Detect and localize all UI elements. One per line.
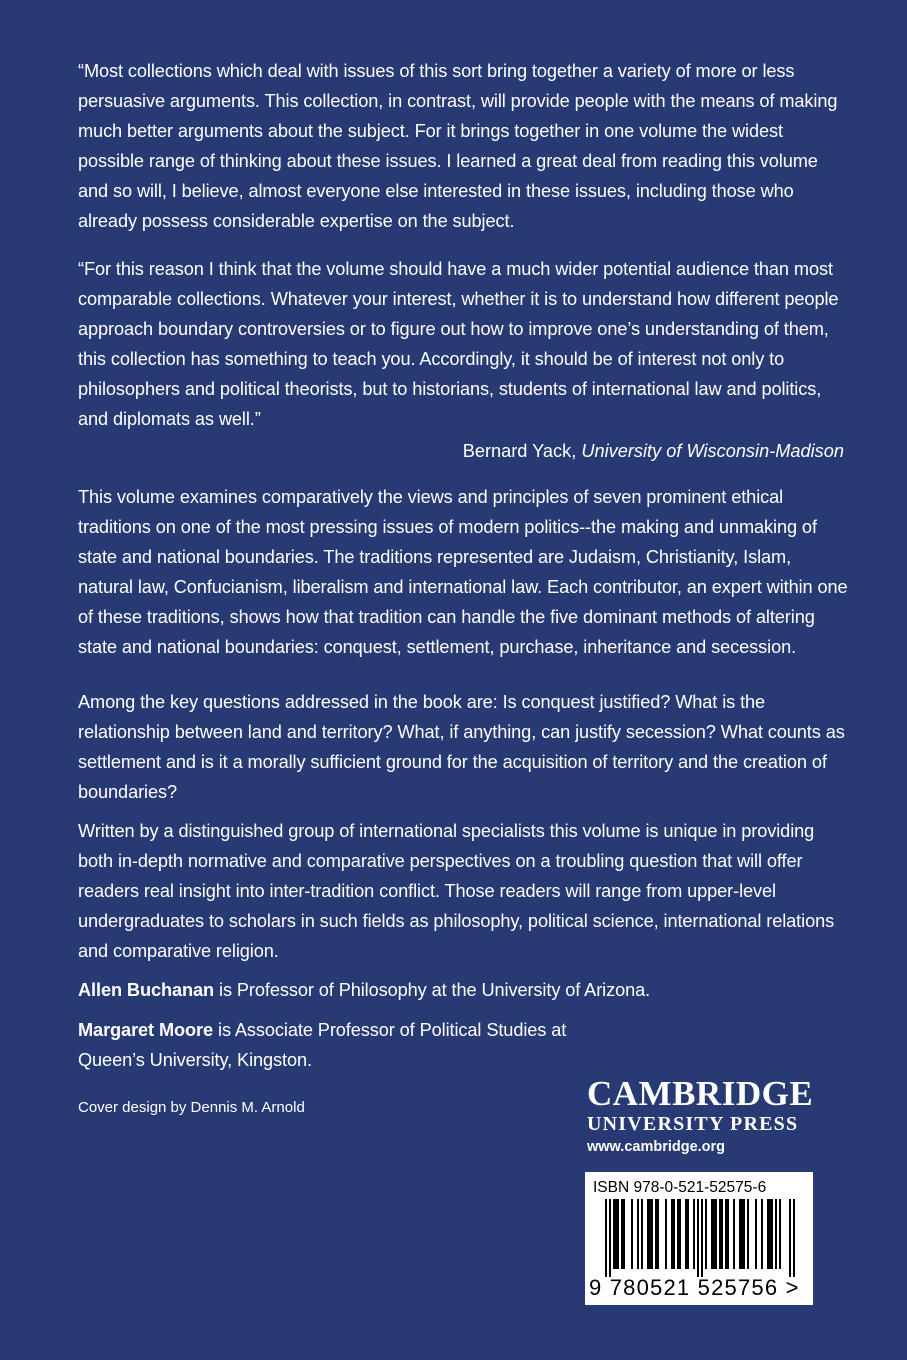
- barcode-bar: [747, 1199, 749, 1269]
- barcode-bar: [655, 1199, 657, 1269]
- attribution-institution: University of Wisconsin-Madison: [581, 441, 844, 461]
- barcode-bar: [649, 1199, 651, 1269]
- barcode-bar: [711, 1199, 713, 1269]
- barcode-bar: [741, 1199, 743, 1269]
- isbn-label: ISBN 978-0-521-52575-6: [593, 1179, 767, 1196]
- barcode-bar: [725, 1199, 727, 1269]
- barcode-bar: [687, 1199, 689, 1269]
- publisher-url[interactable]: www.cambridge.org: [587, 1139, 726, 1155]
- review-quote-paragraph-2: “For this reason I think that the volume should have a much wider potential audience than most comparable collections. Whatever your interest, whether it is to understand how different people approach boundary controversies or to figure out how to improve one’s understanding of them, this collection has something to teach you. Accordingly, it should be of interest not only to philosophers and political theorists, but to historians, students of international law and politics, and diplomats as well.”: [78, 259, 839, 429]
- barcode-bar: [739, 1199, 741, 1269]
- barcode-bar: [657, 1199, 659, 1269]
- editor-name-2: Margaret Moore: [78, 1020, 214, 1040]
- barcode-bar: [713, 1199, 715, 1269]
- barcode-bar: [733, 1199, 735, 1269]
- cover-design-credit: Cover design by Dennis M. Arnold: [78, 1099, 305, 1116]
- editor-description-2: is Associate Professor of Political Studies at Queen’s University, Kingston.: [78, 1020, 567, 1070]
- barcode-bar: [609, 1199, 611, 1277]
- barcode-bar: [605, 1199, 607, 1277]
- barcode-bar: [637, 1199, 639, 1269]
- barcode-bar: [693, 1199, 695, 1269]
- barcode-bar: [697, 1199, 699, 1277]
- publisher-logo: [587, 1075, 827, 1155]
- barcode-bar: [679, 1199, 681, 1269]
- barcode-bar: [613, 1199, 615, 1269]
- barcode-bar: [721, 1199, 723, 1269]
- barcode-bar: [761, 1199, 763, 1269]
- description-paragraph-3: Written by a distinguished group of international specialists this volume is unique in providing both in-depth normative and comparative perspectives on a troubling question that will offer readers real insight into inter-tradition conflict. Those readers will range from upper-level undergraduates to scholars in such fields as philosophy, political science, international relations and comparative religion.: [78, 821, 835, 961]
- barcode-bar: [705, 1199, 707, 1269]
- barcode-bar: [615, 1199, 617, 1269]
- editor-description-1: is Professor of Philosophy at the University of Arizona.: [214, 980, 651, 1000]
- barcode-bar: [775, 1199, 777, 1269]
- description-paragraph-2: Among the key questions addressed in the book are: Is conquest justified? What is the relationship between land and territory? What, if anything, can justify secession? What counts as settlement and is it a morally sufficient ground for the acquisition of territory and the creation of boundaries?: [78, 692, 845, 802]
- barcode-bar: [673, 1199, 675, 1269]
- barcode-bar: [715, 1199, 717, 1269]
- barcode-bar: [793, 1199, 795, 1277]
- editor-bio-2: [78, 1015, 598, 1075]
- barcode-bar: [665, 1199, 667, 1269]
- barcode-bar: [631, 1199, 633, 1269]
- attribution-name: Bernard Yack,: [462, 441, 577, 461]
- isbn-digits: 9 780521 525756 >: [589, 1275, 800, 1300]
- publisher-subtitle: UNIVERSITY PRESS: [587, 1113, 799, 1135]
- isbn-barcode-box: [585, 1172, 813, 1305]
- barcode-bar: [769, 1199, 771, 1269]
- barcode-bar: [671, 1199, 673, 1269]
- barcode-bar: [677, 1199, 679, 1269]
- barcode-bar: [743, 1199, 745, 1269]
- editor-name-1: Allen Buchanan: [78, 980, 215, 1000]
- barcode-bar: [767, 1199, 769, 1269]
- barcode-bar: [771, 1199, 773, 1269]
- editor-bio-1: [78, 975, 848, 1005]
- barcode-graphic: [595, 1199, 800, 1277]
- description-paragraph-1: This volume examines comparatively the views and principles of seven prominent ethical traditions on one of the most pressing issues of modern politics--the making and unmaking of state and national boundaries. The traditions represented are Judaism, Christianity, Islam, natural law, Confucianism, liberalism and international law. Each contributor, an expert within one of these traditions, shows how that tradition can handle the five dominant methods of altering state and national boundaries: conquest, settlement, purchase, inheritance and secession.: [78, 487, 848, 657]
- barcode-bar: [641, 1199, 643, 1269]
- review-quote-paragraph-1: “Most collections which deal with issues of this sort bring together a variety of more or less persuasive arguments. This collection, in contrast, will provide people with the means of making much better arguments about the subject. For it brings together in one volume the widest possible range of thinking about these issues. I learned a great deal from reading this volume and so will, I believe, almost everyone else interested in these issues, including those who already possess considerable expertise on the subject.: [78, 61, 838, 231]
- barcode-bar: [651, 1199, 653, 1269]
- barcode-bar: [727, 1199, 729, 1269]
- publisher-name: CAMBRIDGE: [587, 1074, 814, 1113]
- barcode-bar: [755, 1199, 757, 1269]
- quote-attribution: [463, 436, 844, 466]
- barcode-bar: [779, 1199, 781, 1269]
- barcode-bar: [719, 1199, 721, 1269]
- barcode-bar: [685, 1199, 687, 1269]
- barcode-bar: [789, 1199, 791, 1277]
- barcode-bar: [621, 1199, 623, 1269]
- barcode-bar: [623, 1199, 625, 1269]
- barcode-bar: [701, 1199, 703, 1277]
- barcode-bar: [647, 1199, 649, 1269]
- barcode-bar: [617, 1199, 619, 1269]
